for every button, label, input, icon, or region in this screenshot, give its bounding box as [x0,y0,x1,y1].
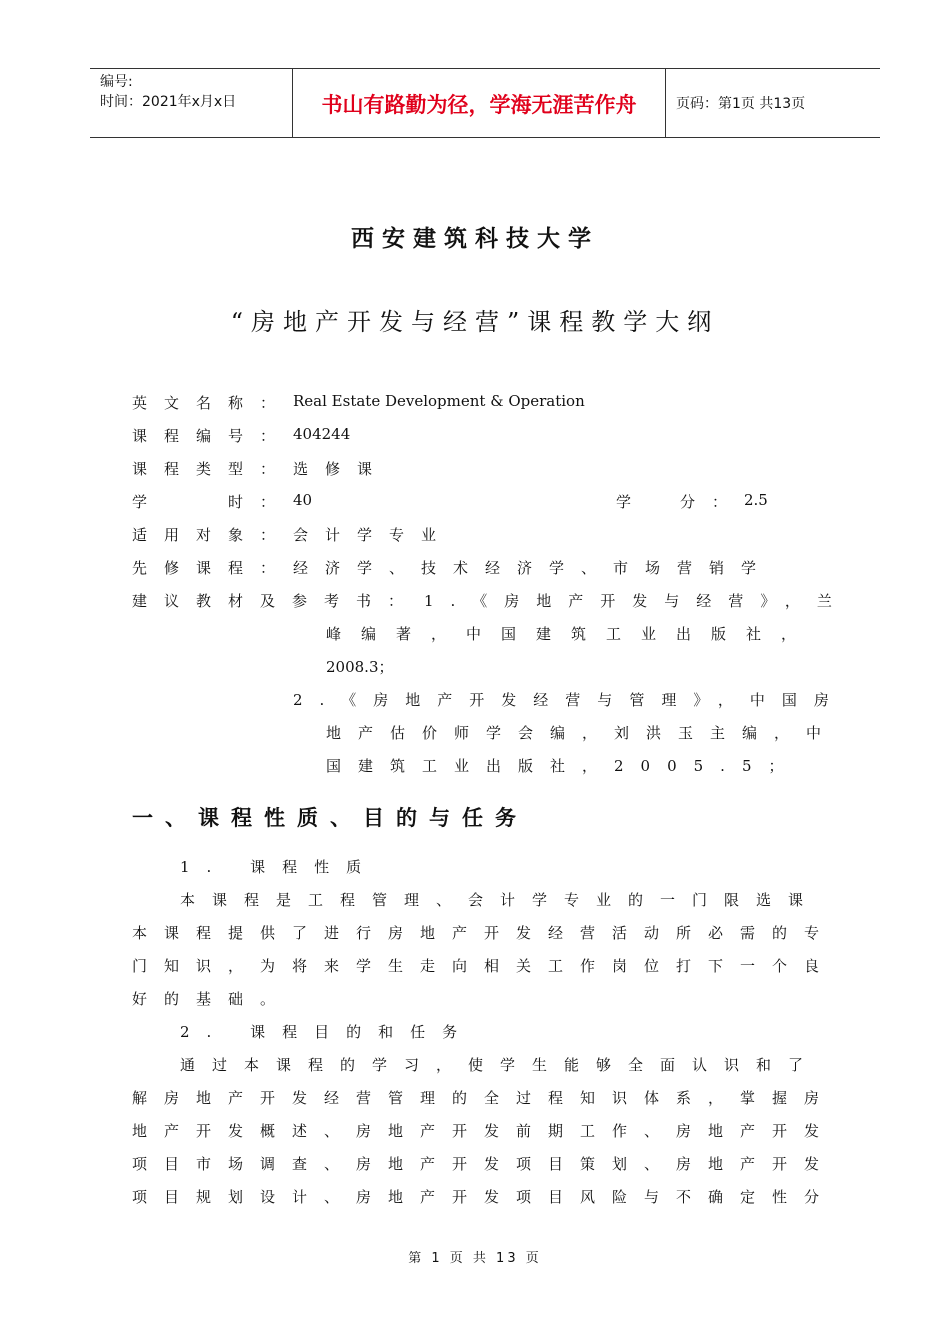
reference-1-line-1: 1.《房地产开发与经营》，兰 [424,592,849,610]
subsection-2-heading: 2. 课程目的和任务 [180,1023,475,1041]
english-name-value: Real Estate Development & Operation [293,392,585,410]
prereq-label: 先修课程： [132,559,293,577]
header-time: 时间：2021年x月x日 [100,94,237,110]
credits-label: 学 分： [616,493,745,511]
english-name-label: 英文名称： [132,394,293,412]
serial-number: 编号: [100,74,133,90]
header-motto: 书山有路勤为径，学海无涯苦作舟 [321,93,637,117]
paragraph-2-line-4: 项目市场调查、房地产开发项目策划、房地产开发 [132,1155,837,1173]
page-header [90,68,880,138]
reference-1-line-2: 峰编著，中国建筑工业出版社， [326,625,817,643]
course-type-label: 课程类型： [132,460,293,478]
header-page-cell [666,69,880,137]
course-code-value: 404244 [293,425,351,443]
reference-2-line-3: 国建筑工业出版社，2005.5； [326,757,801,775]
hours-value: 40 [293,491,313,509]
course-type-value: 选修课 [293,460,390,478]
paragraph-2-line-1: 通过本课程的学习，使学生能够全面认识和了 [180,1056,821,1074]
subsection-1-heading: 1. 课程性质 [180,858,379,876]
reference-1-line-3: 2008.3； [326,658,394,676]
header-meta-cell [90,69,293,137]
textbook-label: 建议教材及参考书： [132,592,421,610]
syllabus-title: “房地产开发与经营”课程教学大纲 [230,308,720,336]
section-1-heading: 一、课程性质、目的与任务 [132,805,528,830]
paragraph-1-line-4: 好的基础。 [132,990,293,1008]
paragraph-1-line-1: 本课程是工程管理、会计学专业的一门限选课 [180,891,821,909]
paragraph-1-line-2: 本课程提供了进行房地产开发经营活动所必需的专 [132,924,837,942]
audience-label: 适用对象： [132,526,293,544]
prereq-value: 经济学、技术经济学、市场营销学 [293,559,774,577]
university-title: 西安建筑科技大学 [351,225,599,252]
audience-value: 会计学专业 [293,526,454,544]
paragraph-2-line-2: 解房地产开发经营管理的全过程知识体系，掌握房 [132,1089,837,1107]
credits-value: 2.5 [744,491,768,509]
header-page-number: 页码：第1页 共13页 [676,96,806,112]
header-motto-cell [293,69,666,137]
course-code-label: 课程编号： [132,427,293,445]
paragraph-2-line-5: 项目规划设计、房地产开发项目风险与不确定性分 [132,1188,837,1206]
paragraph-2-line-3: 地产开发概述、房地产开发前期工作、房地产开发 [132,1122,837,1140]
paragraph-1-line-3: 门知识，为将来学生走向相关工作岗位打下一个良 [132,957,837,975]
page-footer: 第 1 页 共 13 页 [408,1251,542,1266]
hours-label: 学 时： [132,493,293,511]
reference-2-line-1: 2.《房地产开发经营与管理》，中国房 [293,691,846,709]
reference-2-line-2: 地产估价师学会编，刘洪玉主编，中 [326,724,839,742]
